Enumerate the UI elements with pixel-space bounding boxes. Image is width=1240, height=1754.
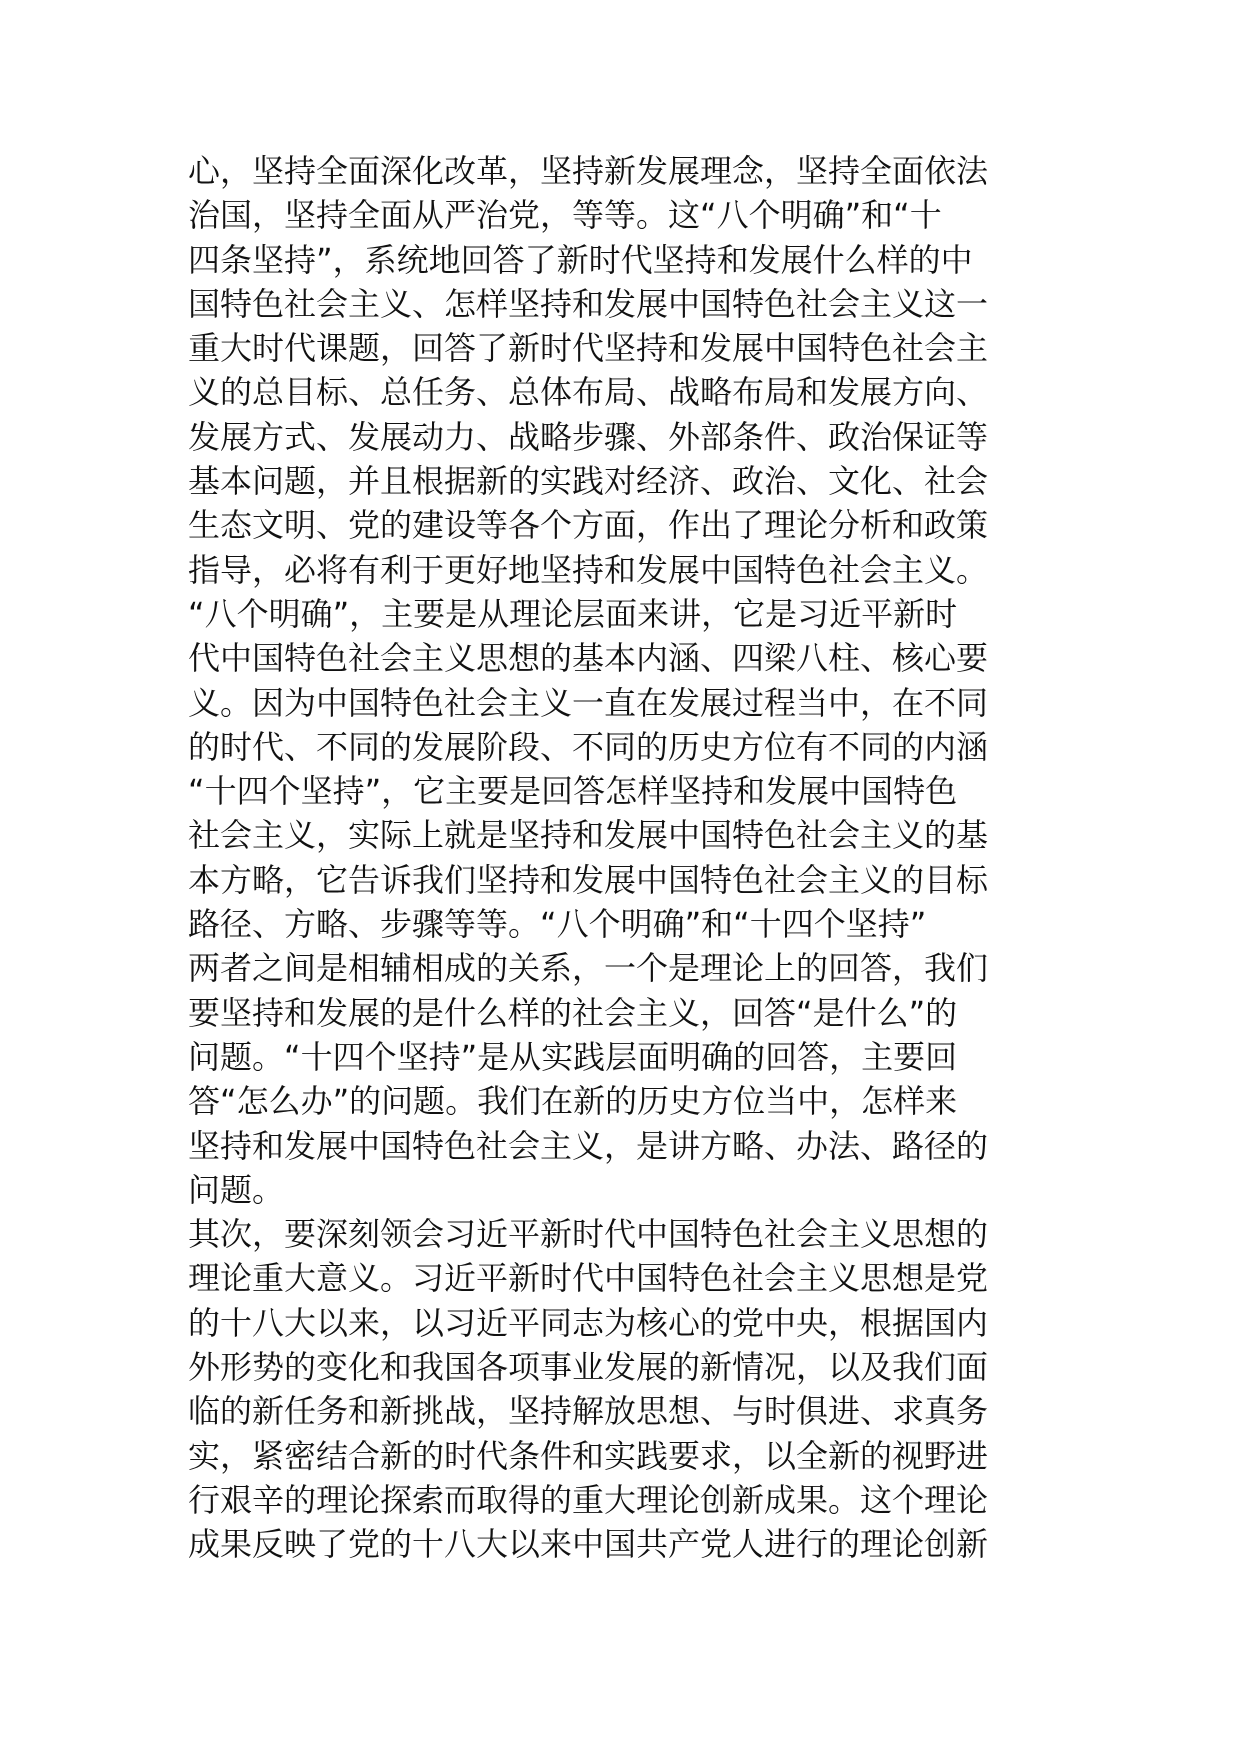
text-line: 的时代、不同的发展阶段、不同的历史方位有不同的内涵 — [188, 727, 989, 766]
text-line: 的十八大以来，以习近平同志为核心的党中央，根据国内 — [188, 1303, 989, 1342]
text-line: 社会主义，实际上就是坚持和发展中国特色社会主义的基 — [188, 816, 989, 855]
text-line: 四条坚持”，系统地回答了新时代坚持和发展什么样的中 — [188, 240, 973, 279]
text-line: 理论重大意义。习近平新时代中国特色社会主义思想是党 — [188, 1259, 989, 1298]
text-line: “十四个坚持”，它主要是回答怎样坚持和发展中国特色 — [188, 772, 958, 811]
text-line: 基本问题，并且根据新的实践对经济、政治、文化、社会 — [188, 462, 989, 501]
text-line: 坚持和发展中国特色社会主义，是讲方略、办法、路径的 — [188, 1126, 989, 1165]
text-line: 本方略，它告诉我们坚持和发展中国特色社会主义的目标 — [188, 860, 989, 899]
text-line: 代中国特色社会主义思想的基本内涵、四梁八柱、核心要 — [188, 639, 989, 678]
text-line: 发展方式、发展动力、战略步骤、外部条件、政治保证等 — [188, 417, 989, 456]
text-line: 两者之间是相辅相成的关系，一个是理论上的回答，我们 — [188, 949, 989, 988]
text-line: 重大时代课题，回答了新时代坚持和发展中国特色社会主 — [188, 329, 989, 368]
text-line: 临的新任务和新挑战，坚持解放思想、与时俱进、求真务 — [188, 1392, 989, 1431]
text-line: 路径、方略、步骤等等。“八个明确”和“十四个坚持” — [188, 905, 927, 944]
text-line: 生态文明、党的建设等各个方面，作出了理论分析和政策 — [188, 506, 989, 545]
text-line: 指导，必将有利于更好地坚持和发展中国特色社会主义。 — [188, 550, 989, 589]
text-line: 外形势的变化和我国各项事业发展的新情况，以及我们面 — [188, 1348, 989, 1387]
body-text — [188, 149, 1068, 1567]
text-line: “八个明确”，主要是从理论层面来讲，它是习近平新时 — [188, 594, 958, 633]
text-line: 问题。 — [188, 1170, 285, 1209]
text-line: 治国，坚持全面从严治党，等等。这“八个明确”和“十 — [188, 196, 942, 235]
text-line: 国特色社会主义、怎样坚持和发展中国特色社会主义这一 — [188, 284, 989, 323]
text-line: 问题。“十四个坚持”是从实践层面明确的回答，主要回 — [188, 1037, 958, 1076]
text-line: 其次，要深刻领会习近平新时代中国特色社会主义思想的 — [188, 1215, 989, 1254]
text-line: 行艰辛的理论探索而取得的重大理论创新成果。这个理论 — [188, 1480, 989, 1519]
text-line: 义。因为中国特色社会主义一直在发展过程当中，在不同 — [188, 683, 989, 722]
text-line: 实，紧密结合新的时代条件和实践要求，以全新的视野进 — [188, 1436, 989, 1475]
text-line: 要坚持和发展的是什么样的社会主义，回答“是什么”的 — [188, 993, 958, 1032]
text-line: 义的总目标、总任务、总体布局、战略布局和发展方向、 — [188, 373, 989, 412]
text-line: 成果反映了党的十八大以来中国共产党人进行的理论创新 — [188, 1525, 989, 1564]
text-line: 心，坚持全面深化改革，坚持新发展理念，坚持全面依法 — [188, 152, 989, 190]
text-line: 答“怎么办”的问题。我们在新的历史方位当中，怎样来 — [188, 1082, 958, 1121]
